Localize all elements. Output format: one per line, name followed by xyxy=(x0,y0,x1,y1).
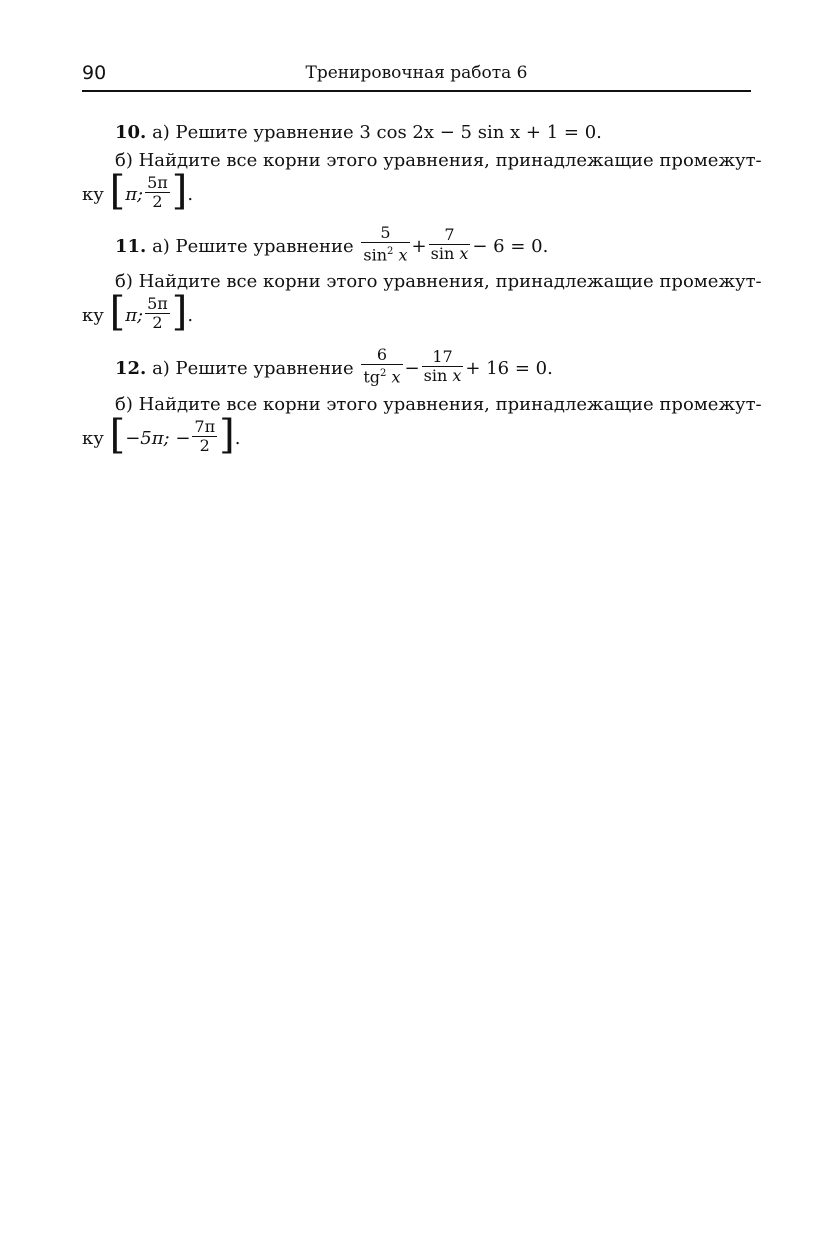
fraction-denominator: $\sin^2 x$ xyxy=(361,242,409,264)
problem-number: 11. xyxy=(115,235,147,257)
right-bracket: ] xyxy=(171,289,188,335)
interval-fraction xyxy=(192,418,217,455)
interval-left: −5π; − xyxy=(125,427,191,449)
fraction-denominator: sin x xyxy=(423,365,462,385)
left-bracket: [ xyxy=(109,289,126,335)
fraction-1 xyxy=(361,346,402,386)
fraction-denominator: $tg^2$ x xyxy=(361,364,402,386)
problem-12-part-b: б) Найдите все корни этого уравнения, принадлежащие промежут- xyxy=(115,394,762,415)
problem-10-part-a xyxy=(115,122,602,143)
fraction-1 xyxy=(361,224,409,264)
fraction-denominator: 2 xyxy=(145,313,170,332)
part-a-label: а) Решите уравнение xyxy=(152,235,354,257)
interval-end: . xyxy=(234,427,241,449)
right-bracket: ] xyxy=(219,412,235,458)
problem-12-part-a xyxy=(115,345,553,388)
fraction-2 xyxy=(429,226,471,263)
interval-left: π; xyxy=(125,183,144,205)
page-header xyxy=(82,58,751,92)
part-a-label: а) Решите уравнение xyxy=(152,357,354,379)
problem-11-part-a xyxy=(115,223,549,266)
running-title: Тренировочная работа 6 xyxy=(305,63,528,83)
part-b-continuation: ку xyxy=(82,427,104,449)
fraction-2 xyxy=(422,348,464,385)
part-b-continuation: ку xyxy=(82,183,104,205)
left-bracket: [ xyxy=(109,412,126,458)
page xyxy=(82,0,762,1245)
right-bracket: ] xyxy=(171,168,188,214)
fraction-numerator: 7π xyxy=(194,416,216,436)
problem-number: 10. xyxy=(115,122,147,143)
problem-12-interval-line xyxy=(82,412,241,458)
interval-fraction xyxy=(145,295,170,332)
equation: 3 cos 2x − 5 sin x + 1 = 0. xyxy=(359,122,602,143)
problem-10-interval-line xyxy=(82,168,194,214)
part-a-label: а) Решите уравнение xyxy=(152,122,354,143)
interval-fraction xyxy=(145,174,170,211)
equation-tail: + 16 = 0. xyxy=(465,357,553,379)
problem-number: 12. xyxy=(115,357,147,379)
operator: − xyxy=(404,357,420,379)
operator: + xyxy=(411,235,427,257)
fraction-numerator: 7 xyxy=(444,224,455,244)
interval-end: . xyxy=(187,183,194,205)
part-b-continuation: ку xyxy=(82,304,104,326)
fraction-denominator: 2 xyxy=(192,436,217,455)
problem-11-part-b: б) Найдите все корни этого уравнения, принадлежащие промежут- xyxy=(115,271,762,292)
fraction-denominator: 2 xyxy=(145,192,170,211)
problem-11-interval-line xyxy=(82,289,194,335)
problem-10-part-b: б) Найдите все корни этого уравнения, принадлежащие промежут- xyxy=(115,150,762,171)
fraction-numerator: 5π xyxy=(147,293,168,313)
fraction-numerator: 5 xyxy=(380,223,391,242)
fraction-denominator: sin x xyxy=(430,243,469,263)
equation-tail: − 6 = 0. xyxy=(472,235,549,257)
fraction-numerator: 5π xyxy=(147,172,168,192)
fraction-numerator: 6 xyxy=(376,345,388,364)
fraction-numerator: 17 xyxy=(432,346,453,366)
left-bracket: [ xyxy=(109,168,126,214)
interval-end: . xyxy=(187,304,194,326)
page-number: 90 xyxy=(82,62,107,84)
interval-left: π; xyxy=(125,304,144,326)
